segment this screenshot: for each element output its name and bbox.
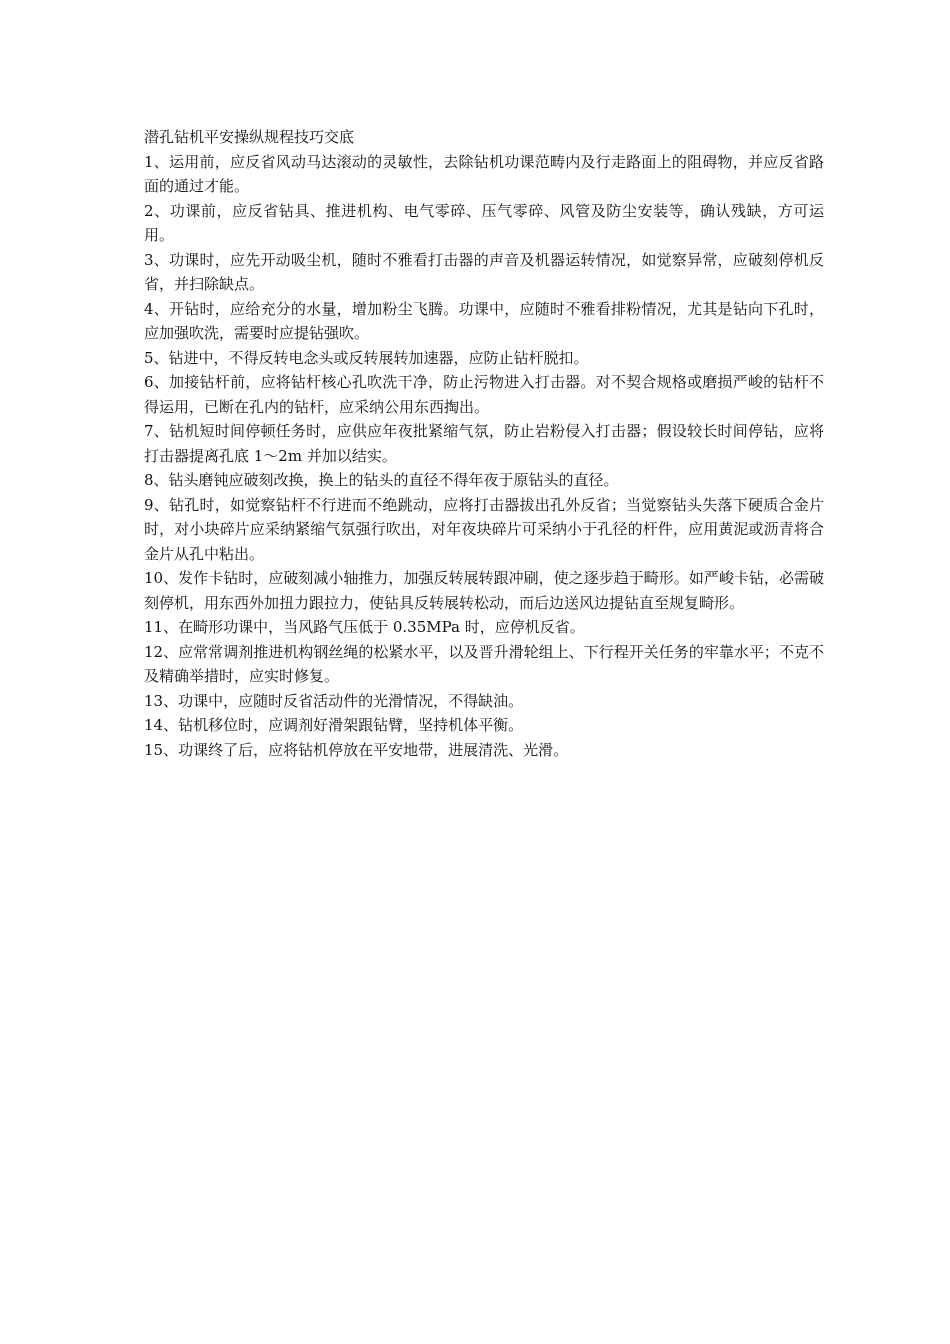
rule-item-9: 9、钻孔时，如觉察钻杆不行进而不绝跳动，应将打击器拔出孔外反省；当觉察钻头失落下硬质合金片时，对小块碎片应采纳紧缩气氛强行吹出，对年夜块碎片可采纳小于孔径的杆件，应用黄泥或沥青将合金片从孔中粘出。 bbox=[144, 495, 824, 563]
rule-item-7: 7、钻机短时间停顿任务时，应供应年夜批紧缩气氛，防止岩粉侵入打击器；假设较长时间停钻，应将打击器提离孔底 1～2m 并加以结实。 bbox=[144, 422, 824, 465]
document-title: 潜孔钻机平安操纵规程技巧交底 bbox=[144, 128, 355, 146]
rule-item-5: 5、钻进中，不得反转电念头或反转展转加速器，应防止钻杆脱扣。 bbox=[144, 348, 589, 367]
document-body bbox=[144, 125, 824, 762]
rule-item-10: 10、发作卡钻时，应破刻减小轴推力，加强反转展转跟冲刷，使之逐步趋于畸形。如严峻卡钻，必需破刻停机，用东西外加扭力跟拉力，使钻具反转展转松动，而后边送风边提钻直至规复畸形。 bbox=[144, 569, 824, 612]
rule-item-12: 12、应常常调剂推进机构钢丝绳的松紧水平，以及晋升滑轮组上、下行程开关任务的牢靠水平；不克不及精确举措时，应实时修复。 bbox=[144, 642, 824, 685]
rule-item-6: 6、加接钻杆前，应将钻杆核心孔吹洗干净，防止污物进入打击器。对不契合规格或磨损严峻的钻杆不得运用，已断在孔内的钻杆，应采纳公用东西掏出。 bbox=[144, 373, 824, 416]
rule-list bbox=[144, 150, 824, 763]
rule-item-4: 4、开钻时，应给充分的水量，增加粉尘飞腾。功课中，应随时不雅看排粉情况，尤其是钻向下孔时，应加强吹洗，需要时应提钻强吹。 bbox=[144, 299, 824, 342]
rule-item-1: 1、运用前，应反省风动马达滚动的灵敏性，去除钻机功课范畴内及行走路面上的阻碍物，并应反省路面的通过才能。 bbox=[144, 152, 824, 195]
rule-item-3: 3、功课时，应先开动吸尘机，随时不雅看打击器的声音及机器运转情况，如觉察异常，应破刻停机反省，并扫除缺点。 bbox=[144, 250, 824, 293]
rule-item-8: 8、钻头磨钝应破刻改换，换上的钻头的直径不得年夜于原钻头的直径。 bbox=[144, 471, 619, 489]
rule-item-13: 13、功课中，应随时反省活动件的光滑情况，不得缺油。 bbox=[144, 691, 524, 710]
rule-item-2: 2、功课前，应反省钻具、推进机构、电气零碎、压气零碎、风管及防尘安装等，确认残缺，方可运用。 bbox=[144, 201, 824, 244]
rule-item-11: 11、在畸形功课中，当风路气压低于 0.35MPa 时，应停机反省。 bbox=[144, 618, 585, 636]
rule-item-14: 14、钻机移位时，应调剂好滑架跟钻臂，坚持机体平衡。 bbox=[144, 716, 524, 734]
rule-item-15: 15、功课终了后，应将钻机停放在平安地带，进展清洗、光滑。 bbox=[144, 740, 569, 759]
